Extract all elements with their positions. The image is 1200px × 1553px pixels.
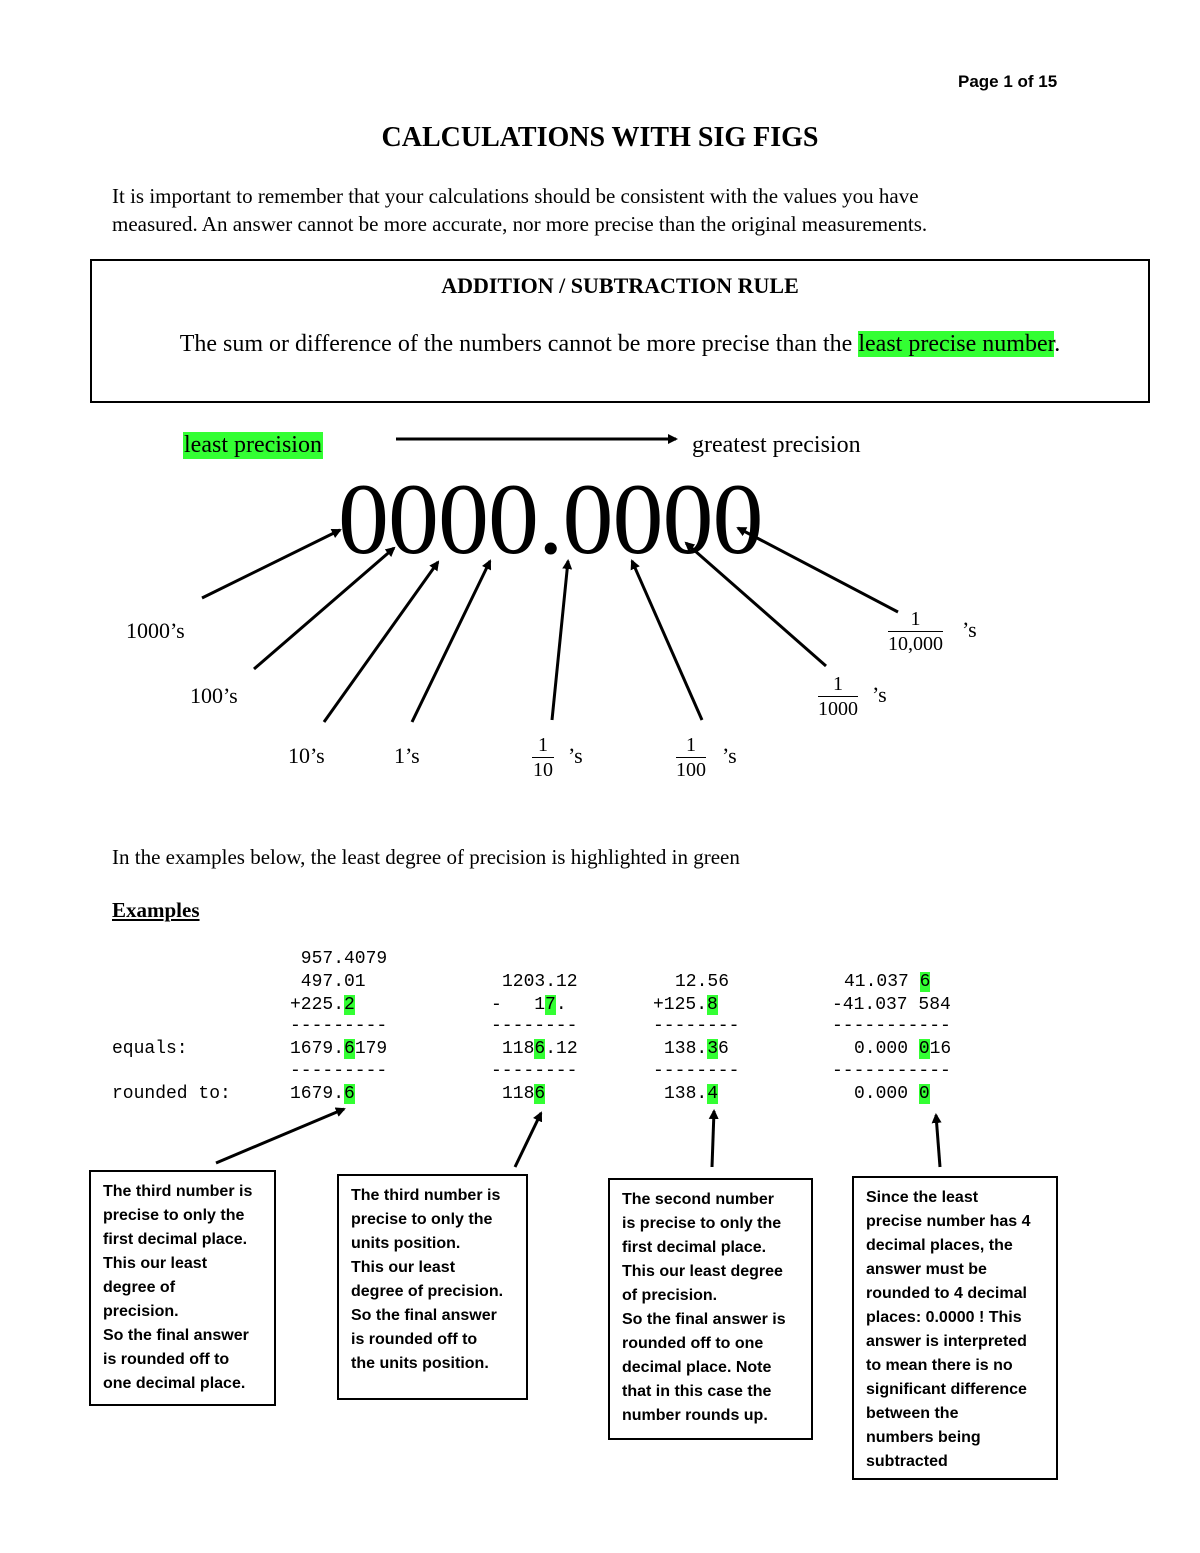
note1-line: precise to only the (103, 1207, 245, 1224)
note2-line: So the final answer (351, 1307, 497, 1324)
ex3-round-hl: 4 (707, 1084, 719, 1104)
note4-line: answer must be (866, 1261, 987, 1278)
note4-line: numbers being (866, 1429, 981, 1446)
page-title: CALCULATIONS WITH SIG FIGS (381, 122, 819, 153)
note2-line: degree of precision. (351, 1283, 504, 1300)
note1-line: first decimal place. (103, 1231, 248, 1248)
ex2-dash2: -------- (491, 1061, 578, 1081)
note3-arrow (712, 1111, 714, 1167)
note4-line: answer is interpreted (866, 1333, 1027, 1350)
note3-line: This our least degree (622, 1263, 783, 1280)
ex4-dash2: ----------- (832, 1061, 951, 1081)
rule-text-highlight: least precise number (858, 331, 1055, 357)
note4-line: decimal places, the (866, 1237, 1013, 1254)
note3-line: is precise to only the (622, 1215, 782, 1232)
note1-line: one decimal place. (103, 1375, 246, 1392)
intro-line-1: It is important to remember that your calculations should be consistent with the values you have (112, 184, 919, 208)
ex4-sum-pre: 0.000 (854, 1039, 919, 1059)
note4-line: Since the least (866, 1189, 979, 1206)
page-number: Page 1 of 15 (958, 72, 1058, 91)
ex1-sum-post: 179 (354, 1039, 388, 1059)
fraction-den: 10 (533, 759, 553, 781)
ex4-line1-hl: 6 (919, 972, 931, 992)
note1-line: This our least (103, 1255, 208, 1272)
ex4-round-pre: 0.000 (854, 1084, 919, 1104)
ex3-sum-pre: 138. (664, 1039, 708, 1059)
note3-line: that in this case the (622, 1383, 772, 1400)
ex3-line2-pre: +125. (653, 995, 708, 1015)
rounded-label: rounded to: (112, 1084, 231, 1104)
suffix-thousandths: ’s (872, 682, 887, 707)
label-hundreds: 100’s (190, 683, 238, 708)
ex4-line1-pre: 41.037 (844, 972, 920, 992)
ex1-round-pre: 1679. (290, 1084, 345, 1104)
note4-line: places: 0.0000 ! This (866, 1309, 1022, 1326)
note1-line: precision. (103, 1303, 179, 1320)
ex3-line1: 12.56 (675, 972, 730, 992)
note2-line: is rounded off to (351, 1331, 478, 1348)
label-tens: 10’s (288, 743, 325, 768)
greatest-precision-label: greatest precision (692, 432, 861, 458)
least-precision-label: least precision (184, 432, 322, 458)
note-box-2 (337, 1174, 528, 1400)
ex2-line2-pre: - 1 (491, 995, 546, 1015)
fraction-num: 1 (532, 733, 554, 758)
ex3-round-pre: 138. (664, 1084, 708, 1104)
ex1-line3-pre: +225. (290, 995, 345, 1015)
note2-line: the units position. (351, 1355, 489, 1372)
ex1-line2: 497.01 (290, 972, 366, 992)
note4-line: precise number has 4 (866, 1213, 1031, 1230)
ex3-line2-hl: 8 (707, 995, 718, 1015)
note2-line: This our least (351, 1259, 456, 1276)
ex2-dash1: -------- (491, 1016, 578, 1036)
ex3-dash1: -------- (653, 1016, 740, 1036)
ex2-line2-hl: 7 (545, 995, 556, 1015)
fraction-num: 1 (818, 672, 858, 697)
note3-line: first decimal place. (622, 1239, 767, 1256)
examples-intro: In the examples below, the least degree of precision is highlighted in green (112, 845, 740, 869)
note4-line: between the (866, 1405, 959, 1422)
note3-line: of precision. (622, 1287, 718, 1304)
label-thousands: 1000’s (126, 618, 185, 643)
note1-line: So the final answer (103, 1327, 249, 1344)
ex2-round-pre: 118 (502, 1084, 535, 1104)
note2-line: The third number is (351, 1187, 501, 1204)
ex4-line2: -41.037 584 (832, 995, 951, 1015)
rule-heading: ADDITION / SUBTRACTION RULE (441, 273, 799, 298)
ex4-dash1: ----------- (832, 1016, 951, 1036)
ex2-sum-post: .12 (545, 1039, 578, 1059)
note1-line: degree of (103, 1279, 176, 1296)
note4-line: to mean there is no (866, 1357, 1013, 1374)
ex1-line3-hl: 2 (344, 995, 355, 1015)
ex2-round-hl: 6 (534, 1084, 546, 1104)
ex4-round-hl: 0 (918, 1084, 930, 1104)
ex4-sum-post: 16 (929, 1039, 952, 1059)
note2-line: units position. (351, 1235, 461, 1252)
ex1-round-hl: 6 (344, 1084, 355, 1104)
note2-arrow (515, 1113, 541, 1167)
note4-arrow (936, 1115, 940, 1167)
ex1-dash1: --------- (290, 1016, 388, 1036)
note3-line: rounded off to one (622, 1335, 764, 1352)
intro-line-2: measured. An answer cannot be more accurate, nor more precise than the original measurements. (112, 212, 928, 236)
ex3-dash2: -------- (653, 1061, 740, 1081)
suffix-tenthousandths: ’s (962, 617, 977, 642)
ex2-sum-hl: 6 (534, 1039, 546, 1059)
ex2-sum-pre: 118 (502, 1039, 535, 1059)
ex1-sum-hl: 6 (344, 1039, 355, 1059)
equals-label: equals: (112, 1039, 188, 1059)
big-number: 0000.0000 (338, 463, 763, 576)
ex2-line1: 1203.12 (502, 972, 578, 992)
ex2-line2-post: . (555, 995, 567, 1015)
fraction-den: 10,000 (888, 633, 943, 655)
note2-line: precise to only the (351, 1211, 493, 1228)
ex3-sum-post: 6 (718, 1039, 729, 1059)
ex1-line1: 957.4079 (290, 949, 388, 969)
note4-line: significant difference (866, 1381, 1027, 1398)
note1-arrow (216, 1109, 344, 1163)
note3-line: number rounds up. (622, 1407, 768, 1424)
ex1-sum-pre: 1679. (290, 1039, 345, 1059)
ex4-sum-hl: 0 (918, 1039, 930, 1059)
note3-line: So the final answer is (622, 1311, 786, 1328)
examples-heading: Examples (112, 898, 200, 922)
note1-line: The third number is (103, 1183, 253, 1200)
note4-line: subtracted (866, 1453, 948, 1470)
note1-line: is rounded off to (103, 1351, 230, 1368)
note4-line: rounded to 4 decimal (866, 1285, 1027, 1302)
note-box-4 (852, 1176, 1058, 1480)
ex3-sum-hl: 3 (707, 1039, 719, 1059)
suffix-tenths: ’s (568, 743, 583, 768)
fraction-den: 1000 (818, 698, 858, 720)
fraction-num: 1 (888, 607, 943, 632)
fraction-num: 1 (676, 733, 706, 758)
note-box-1 (89, 1170, 276, 1406)
fraction-den: 100 (676, 759, 706, 781)
rule-text-after: . (1054, 331, 1061, 357)
suffix-hundredths: ’s (722, 743, 737, 768)
ex1-dash2: --------- (290, 1061, 388, 1081)
note-box-3 (608, 1178, 813, 1440)
note3-line: decimal place. Note (622, 1359, 772, 1376)
label-ones: 1’s (394, 743, 420, 768)
rule-text-before: The sum or difference of the numbers cannot be more precise than the (179, 331, 859, 357)
note3-line: The second number (622, 1191, 775, 1208)
